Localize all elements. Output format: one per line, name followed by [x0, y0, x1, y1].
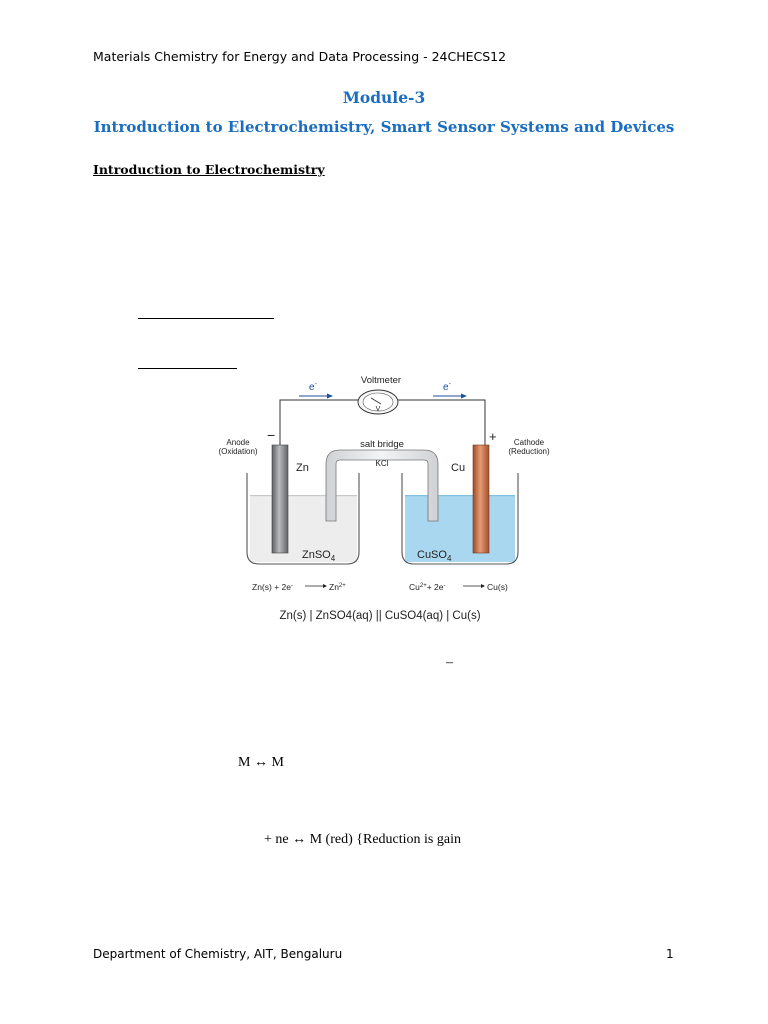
module-subtitle: Introduction to Electrochemistry, Smart Sensor Systems and Devices [93, 118, 675, 136]
voltmeter-label: Voltmeter [360, 375, 402, 386]
cathode-half-reaction: $Cu^{2+}+ 2e^-$ [409, 582, 446, 592]
zinc-electrode [272, 445, 288, 553]
electron-label-left: e- [309, 381, 317, 393]
dash-mark: – [446, 655, 453, 670]
cell-notation: Zn(s) | ZnSO4(aq) || CuSO4(aq) | Cu(s) [279, 610, 481, 622]
anode-half-reaction: Zn(s) + 2e- [252, 582, 293, 592]
svg-text:Cu(s): Cu(s) [487, 582, 508, 592]
anode-label: Anode [226, 438, 250, 447]
minus-sign: − [267, 427, 276, 443]
kcl-label: KCl [375, 459, 389, 468]
equation-2: + ne ↔ M (red) {Reduction is gain [264, 832, 461, 847]
page-number: 1 [666, 947, 674, 961]
section-heading: Introduction to Electrochemistry [93, 162, 325, 177]
blank-rule-1 [138, 318, 274, 319]
cathode-label: Cathode [513, 438, 545, 447]
footer-department: Department of Chemistry, AIT, Bengaluru [93, 947, 343, 961]
cathode-label-sub: (Reduction) [508, 447, 550, 456]
plus-sign: + [489, 429, 497, 444]
electron-label-right: e- [443, 381, 451, 393]
znso4-label: ZnSO$_4$ [302, 549, 336, 563]
voltmeter-symbol: V [375, 406, 381, 413]
running-header: Materials Chemistry for Energy and Data Processing - 24CHECS12 [93, 49, 507, 64]
galvanic-cell-diagram [205, 368, 555, 628]
copper-electrode [473, 445, 489, 553]
cuso4-label: CuSO$_4$ [417, 549, 452, 563]
salt-bridge-label: salt bridge [360, 439, 404, 450]
equation-1: M ↔ M [238, 755, 284, 770]
zn-label: Zn [296, 462, 309, 474]
cu-label: Cu [451, 462, 466, 474]
module-title: Module-3 [342, 88, 426, 107]
anode-label-sub: (Oxidation) [218, 447, 258, 456]
svg-text:Zn2+: $Zn^{2+}$ [329, 582, 346, 592]
